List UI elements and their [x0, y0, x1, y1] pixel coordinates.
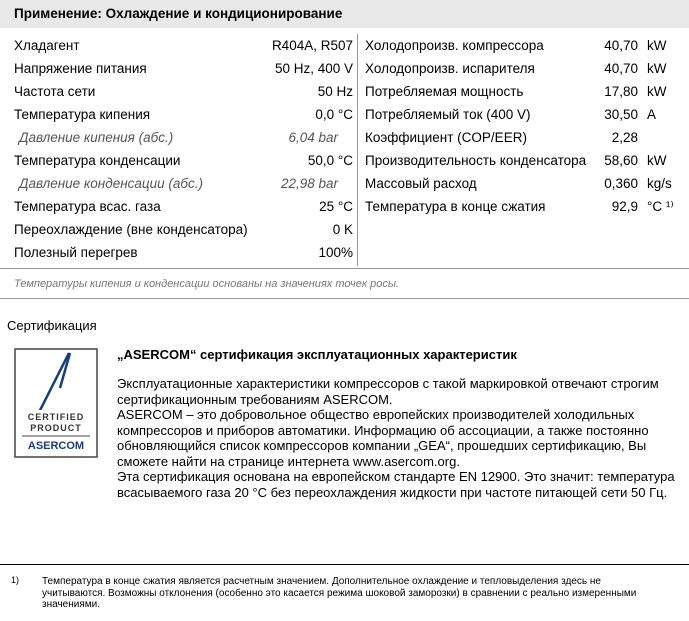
row-label: Температура конденсации [14, 153, 181, 168]
row-unit: A [647, 107, 657, 122]
row-label: Давление конденсации (абс.) [19, 176, 203, 191]
row-value: 92,9 [611, 199, 638, 214]
row-value: 0,0 °C [315, 107, 353, 122]
row-unit: kW [647, 61, 667, 76]
certification-heading: Сертификация [7, 318, 97, 333]
row-value: 2,28 [611, 130, 638, 145]
row-unit: °C ¹⁾ [647, 199, 674, 214]
row-unit: kg/s [647, 176, 672, 191]
table-row [358, 84, 689, 102]
table-bottom-divider [0, 268, 689, 269]
table-row [0, 153, 357, 171]
row-label: Напряжение питания [14, 61, 147, 76]
footnote-text: Температура в конце сжатия является расчетным значением. Дополнительное охлаждение и тепловыделения здесь не учитываются. Возможны отклонения (особенно это касается режима шоковой заморозки) в сравнении с реально измеренными значениями. [42, 576, 637, 610]
section-divider [0, 298, 689, 299]
row-label: Хладагент [14, 38, 80, 53]
certification-body: Эксплуатационные характеристики компрессоров с такой маркировкой отвечают строгим сертификационным требованиям ASERCOM. ASERCOM – это добровольное общество европейских производителей холодильных компрессоров и приборов автоматики. Информацию об ассоциации, а также постоянно обновляющийся список компрессоров компании „GEA“, прошедших сертификацию, Вы сможете найти на странице интернета www.asercom.org. Эта сертификация основана на европейском стандарте EN 12900. Это значит: температура всасываемого газа 20 °C без переохлаждения жидкости при частоте питающей сети 50 Гц. [117, 376, 675, 500]
table-row [0, 61, 357, 79]
row-value: 40,70 [604, 61, 638, 76]
table-row [0, 84, 357, 102]
row-label: Полезный перегрев [14, 245, 138, 260]
row-value: 0 K [332, 222, 353, 237]
row-label: Температура в конце сжатия [365, 199, 546, 214]
table-row [358, 153, 689, 171]
certification-title: „ASERCOM“ сертификация эксплуатационных характеристик [117, 347, 517, 362]
dew-point-note: Температуры кипения и конденсации основаны на значениях точек росы. [14, 278, 399, 290]
row-label: Потребляемый ток (400 V) [365, 107, 531, 122]
page-title: Применение: Охлаждение и кондиционирование [14, 6, 343, 21]
logo-text-certified: CERTIFIED [27, 412, 85, 422]
row-label: Температура кипения [14, 107, 151, 122]
table-row [0, 107, 357, 125]
row-value: 22,98 bar [280, 176, 338, 191]
row-value: 100% [318, 245, 353, 260]
table-row [0, 199, 357, 217]
table-row [358, 38, 689, 56]
row-label: Холодопроизв. компрессора [365, 38, 544, 53]
row-value: R404A, R507 [271, 38, 353, 53]
row-label: Производительность конденсатора [365, 153, 587, 168]
row-value: 25 °C [319, 199, 353, 214]
row-value: 50 Hz [317, 84, 353, 99]
logo-text-product: PRODUCT [30, 423, 82, 433]
row-value: 30,50 [604, 107, 638, 122]
table-row [0, 176, 357, 194]
row-value: 40,70 [604, 38, 638, 53]
table-row [0, 130, 357, 148]
row-unit: kW [647, 153, 667, 168]
asercom-certified-logo [14, 348, 98, 458]
row-label: Переохлаждение (вне конденсатора) [14, 222, 248, 237]
table-row [0, 38, 357, 56]
table-row [358, 199, 689, 217]
table-row [358, 61, 689, 79]
row-label: Холодопроизв. испарителя [365, 61, 535, 76]
table-row [358, 176, 689, 194]
logo-text-asercom: ASERCOM [27, 440, 85, 452]
row-label: Давление кипения (абс.) [19, 130, 174, 145]
row-label: Потребляемая мощность [365, 84, 524, 99]
row-label: Частота сети [14, 84, 96, 99]
row-value: 58,60 [604, 153, 638, 168]
footnote-mark: 1) [11, 575, 20, 585]
row-unit: kW [647, 84, 667, 99]
row-value: 17,80 [604, 84, 638, 99]
row-label: Коэффициент (COP/EER) [365, 130, 527, 145]
footnote-divider [0, 564, 689, 565]
row-label: Температура всас. газа [14, 199, 161, 214]
row-value: 50,0 °C [307, 153, 353, 168]
row-unit: kW [647, 38, 667, 53]
row-label: Массовый расход [365, 176, 477, 191]
table-row [358, 107, 689, 125]
table-row [358, 130, 689, 148]
row-value: 6,04 bar [288, 130, 338, 145]
table-row [0, 245, 357, 263]
table-row [0, 222, 357, 240]
row-value: 0,360 [604, 176, 638, 191]
row-value: 50 Hz, 400 V [274, 61, 353, 76]
